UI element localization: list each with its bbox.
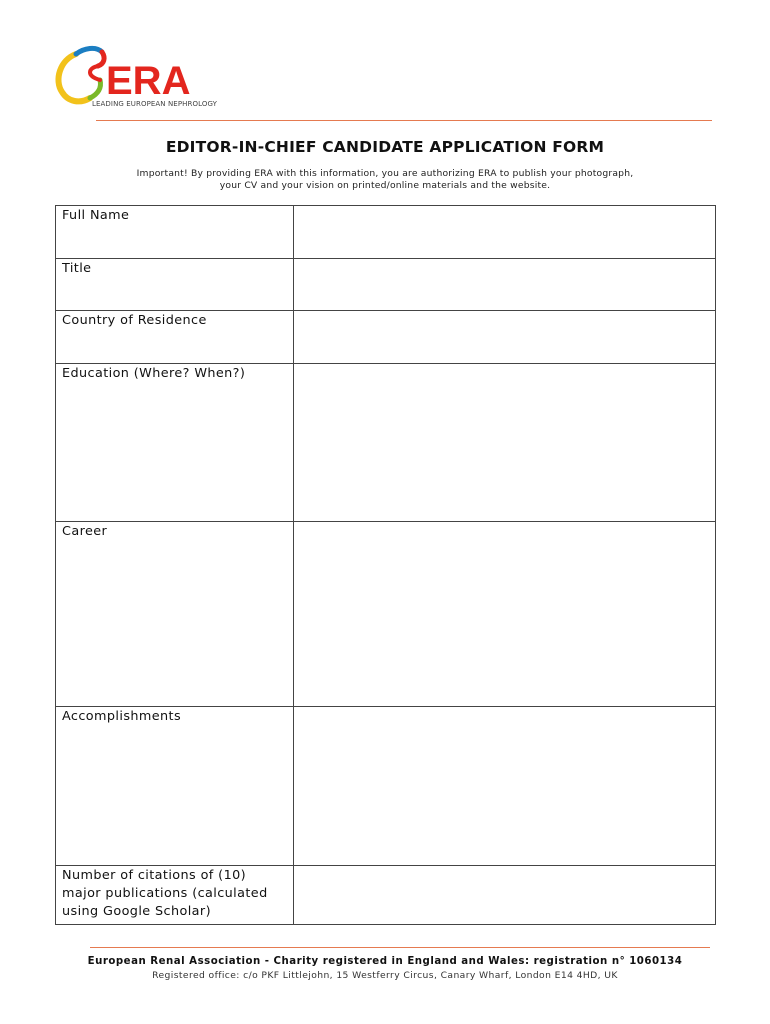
education-field[interactable] [293,364,715,522]
field-label: Title [56,259,294,311]
application-form-table [55,205,716,925]
citations-field[interactable] [293,866,715,925]
field-label: Education (Where? When?) [56,364,294,522]
field-label: Accomplishments [56,707,294,866]
logo-tagline: LEADING EUROPEAN NEPHROLOGY [92,100,217,108]
field-label: Career [56,522,294,707]
field-label: Country of Residence [56,311,294,364]
form-row-career [56,522,716,707]
career-field[interactable] [293,522,715,707]
footer-charity-line: European Renal Association - Charity registered in England and Wales: registration n° 1060134 [87,956,683,967]
field-label: Full Name [56,206,294,259]
logo-wordmark: ERA [106,59,191,103]
notice-line-2: your CV and your vision on printed/online materials and the website. [219,180,551,191]
country-of-residence-field[interactable] [293,311,715,364]
form-title: EDITOR-IN-CHIEF CANDIDATE APPLICATION FORM [165,138,605,156]
form-row-country [56,311,716,364]
accomplishments-field[interactable] [293,707,715,866]
form-row-citations [56,866,716,925]
footer-divider [90,947,710,948]
notice-line-1: Important! By providing ERA with this information, you are authorizing ERA to publish your photograph, [136,168,634,179]
form-row-title [56,259,716,311]
footer-address-line: Registered office: c/o PKF Littlejohn, 15 Westferry Circus, Canary Wharf, London E14 4HD, UK [152,970,618,981]
header-divider [96,120,712,121]
full-name-field[interactable] [293,206,715,259]
field-label: Number of citations of (10) major publications (calculated using Google Scholar) [56,866,294,925]
title-field[interactable] [293,259,715,311]
form-row-education [56,364,716,522]
form-row-accomplishments [56,707,716,866]
form-row-full-name [56,206,716,259]
